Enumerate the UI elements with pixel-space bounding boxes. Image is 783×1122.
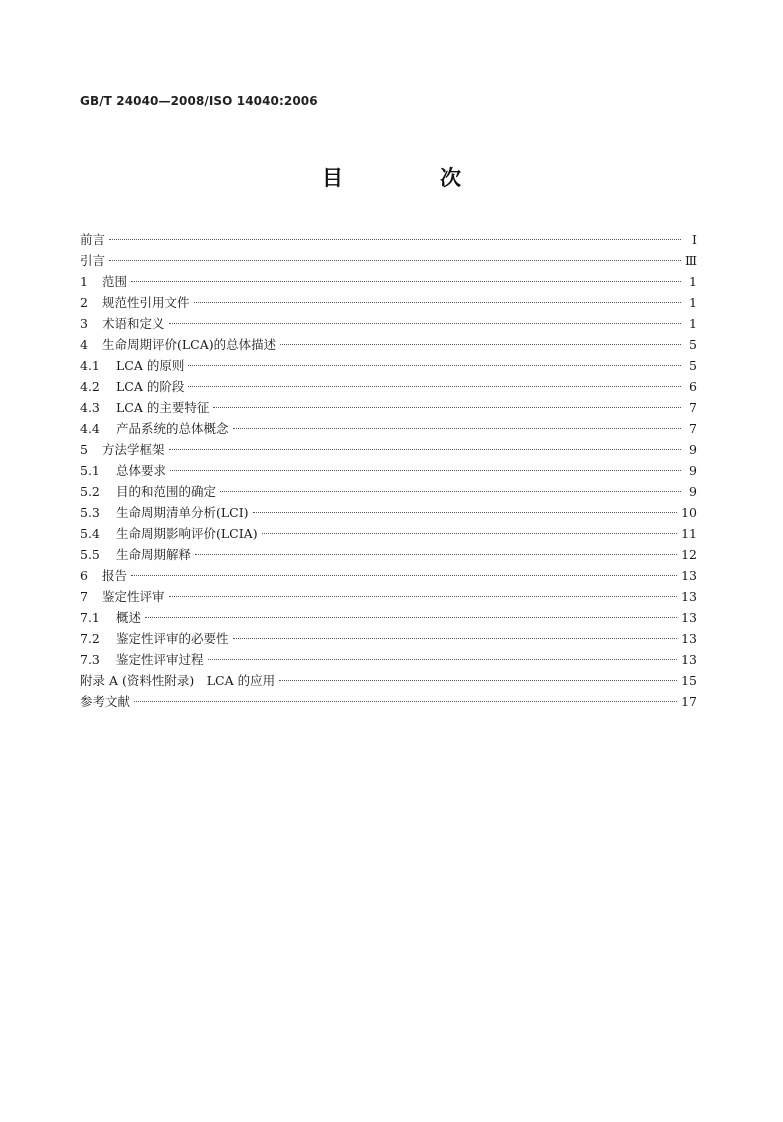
toc-entry-label: 鉴定性评审 [102, 589, 165, 604]
toc-entry-page: 13 [681, 631, 697, 646]
toc-entry-number: 5.1 [80, 463, 100, 478]
toc-entry-page: 10 [681, 505, 697, 520]
toc-entry-label: 引言 [80, 253, 106, 268]
toc-entry-page: 9 [689, 442, 697, 457]
toc-entry-page: 6 [689, 379, 697, 394]
toc-entry-foreword[interactable] [80, 229, 697, 250]
toc-entry-5-1[interactable] [80, 460, 697, 481]
toc-entry-label: 参考文献 [80, 694, 131, 709]
toc-entry-7-1[interactable] [80, 607, 697, 628]
toc-entry-page: 7 [689, 421, 697, 436]
toc-entry-number: 2 [80, 295, 88, 310]
toc-entry-4-2[interactable] [80, 376, 697, 397]
dot-leader [279, 680, 677, 681]
table-of-contents [80, 229, 697, 712]
toc-entry-number: 7 [80, 589, 88, 604]
toc-entry-page: Ⅲ [684, 253, 697, 268]
dot-leader [233, 638, 678, 639]
standard-code-header: GB/T 24040—2008/ISO 14040:2006 [80, 94, 318, 108]
toc-entry-number: 3 [80, 316, 88, 331]
toc-entry-page: 5 [689, 358, 697, 373]
dot-leader [208, 659, 678, 660]
dot-leader [109, 239, 681, 240]
toc-entry-page: 12 [681, 547, 697, 562]
toc-entry-number: 4 [80, 337, 88, 352]
toc-entry-label: 范围 [102, 274, 128, 289]
toc-entry-label: 总体要求 [116, 463, 167, 478]
toc-entry-label: LCA 的主要特征 [116, 400, 210, 415]
toc-entry-label: 附录 A (资料性附录) LCA 的应用 [80, 673, 276, 688]
toc-entry-label: 报告 [102, 568, 128, 583]
toc-entry-number: 4.3 [80, 400, 100, 415]
toc-entry-number: 5.3 [80, 505, 100, 520]
dot-leader [233, 428, 681, 429]
toc-entry-7-2[interactable] [80, 628, 697, 649]
toc-entry-page: 7 [689, 400, 697, 415]
toc-entry-5-2[interactable] [80, 481, 697, 502]
toc-entry-page: 11 [681, 526, 697, 541]
toc-entry-7[interactable] [80, 586, 697, 607]
toc-entry-page: 1 [689, 274, 697, 289]
toc-entry-page: 1 [689, 316, 697, 331]
toc-entry-number: 5.5 [80, 547, 100, 562]
toc-entry-1[interactable] [80, 271, 697, 292]
toc-entry-number: 7.3 [80, 652, 100, 667]
toc-entry-page: 13 [681, 568, 697, 583]
toc-entry-annex-a[interactable] [80, 670, 697, 691]
toc-entry-label: 生命周期评价(LCA)的总体描述 [102, 337, 277, 352]
toc-entry-page: 17 [681, 694, 697, 709]
toc-entry-label: 术语和定义 [102, 316, 165, 331]
dot-leader [194, 302, 681, 303]
dot-leader [188, 386, 681, 387]
toc-entry-label: 前言 [80, 232, 106, 247]
dot-leader [253, 512, 678, 513]
toc-entry-page: Ⅰ [692, 232, 697, 247]
toc-entry-bibliography[interactable] [80, 691, 697, 712]
toc-entry-page: 1 [689, 295, 697, 310]
toc-entry-label: 方法学框架 [102, 442, 165, 457]
dot-leader [169, 323, 681, 324]
toc-entry-number: 7.2 [80, 631, 100, 646]
dot-leader [213, 407, 681, 408]
toc-entry-5-3[interactable] [80, 502, 697, 523]
toc-entry-page: 13 [681, 652, 697, 667]
toc-entry-number: 4.4 [80, 421, 100, 436]
toc-entry-number: 6 [80, 568, 88, 583]
toc-entry-label: 规范性引用文件 [102, 295, 190, 310]
toc-entry-4[interactable] [80, 334, 697, 355]
dot-leader [131, 281, 681, 282]
toc-entry-number: 5 [80, 442, 88, 457]
toc-entry-number: 5.2 [80, 484, 100, 499]
toc-entry-page: 13 [681, 610, 697, 625]
toc-entry-5[interactable] [80, 439, 697, 460]
dot-leader [188, 365, 681, 366]
dot-leader [145, 617, 677, 618]
dot-leader [169, 596, 678, 597]
toc-entry-label: 鉴定性评审的必要性 [116, 631, 229, 646]
toc-entry-number: 7.1 [80, 610, 100, 625]
toc-entry-3[interactable] [80, 313, 697, 334]
toc-entry-number: 1 [80, 274, 88, 289]
toc-entry-label: 生命周期影响评价(LCIA) [116, 526, 258, 541]
toc-entry-label: LCA 的原则 [116, 358, 185, 373]
toc-entry-label: 目的和范围的确定 [116, 484, 217, 499]
toc-entry-5-4[interactable] [80, 523, 697, 544]
toc-entry-number: 4.1 [80, 358, 100, 373]
dot-leader [109, 260, 681, 261]
toc-entry-number: 4.2 [80, 379, 100, 394]
toc-entry-label: 概述 [116, 610, 142, 625]
toc-entry-page: 5 [689, 337, 697, 352]
dot-leader [131, 575, 677, 576]
toc-entry-label: 产品系统的总体概念 [116, 421, 229, 436]
toc-entry-5-5[interactable] [80, 544, 697, 565]
toc-entry-page: 9 [689, 484, 697, 499]
toc-entry-4-4[interactable] [80, 418, 697, 439]
dot-leader [170, 470, 681, 471]
toc-entry-number: 5.4 [80, 526, 100, 541]
toc-title: 目 次 [322, 166, 499, 190]
toc-entry-4-1[interactable] [80, 355, 697, 376]
toc-entry-label: 鉴定性评审过程 [116, 652, 204, 667]
dot-leader [169, 449, 681, 450]
toc-entry-4-3[interactable] [80, 397, 697, 418]
toc-entry-page: 13 [681, 589, 697, 604]
toc-entry-label: 生命周期清单分析(LCI) [116, 505, 249, 520]
dot-leader [280, 344, 681, 345]
toc-entry-label: LCA 的阶段 [116, 379, 185, 394]
toc-entry-6[interactable] [80, 565, 697, 586]
dot-leader [195, 554, 677, 555]
dot-leader [134, 701, 677, 702]
toc-entry-page: 15 [681, 673, 697, 688]
toc-entry-7-3[interactable] [80, 649, 697, 670]
toc-entry-label: 生命周期解释 [116, 547, 192, 562]
toc-entry-page: 9 [689, 463, 697, 478]
toc-entry-2[interactable] [80, 292, 697, 313]
dot-leader [220, 491, 681, 492]
toc-entry-introduction[interactable] [80, 250, 697, 271]
dot-leader [262, 533, 678, 534]
